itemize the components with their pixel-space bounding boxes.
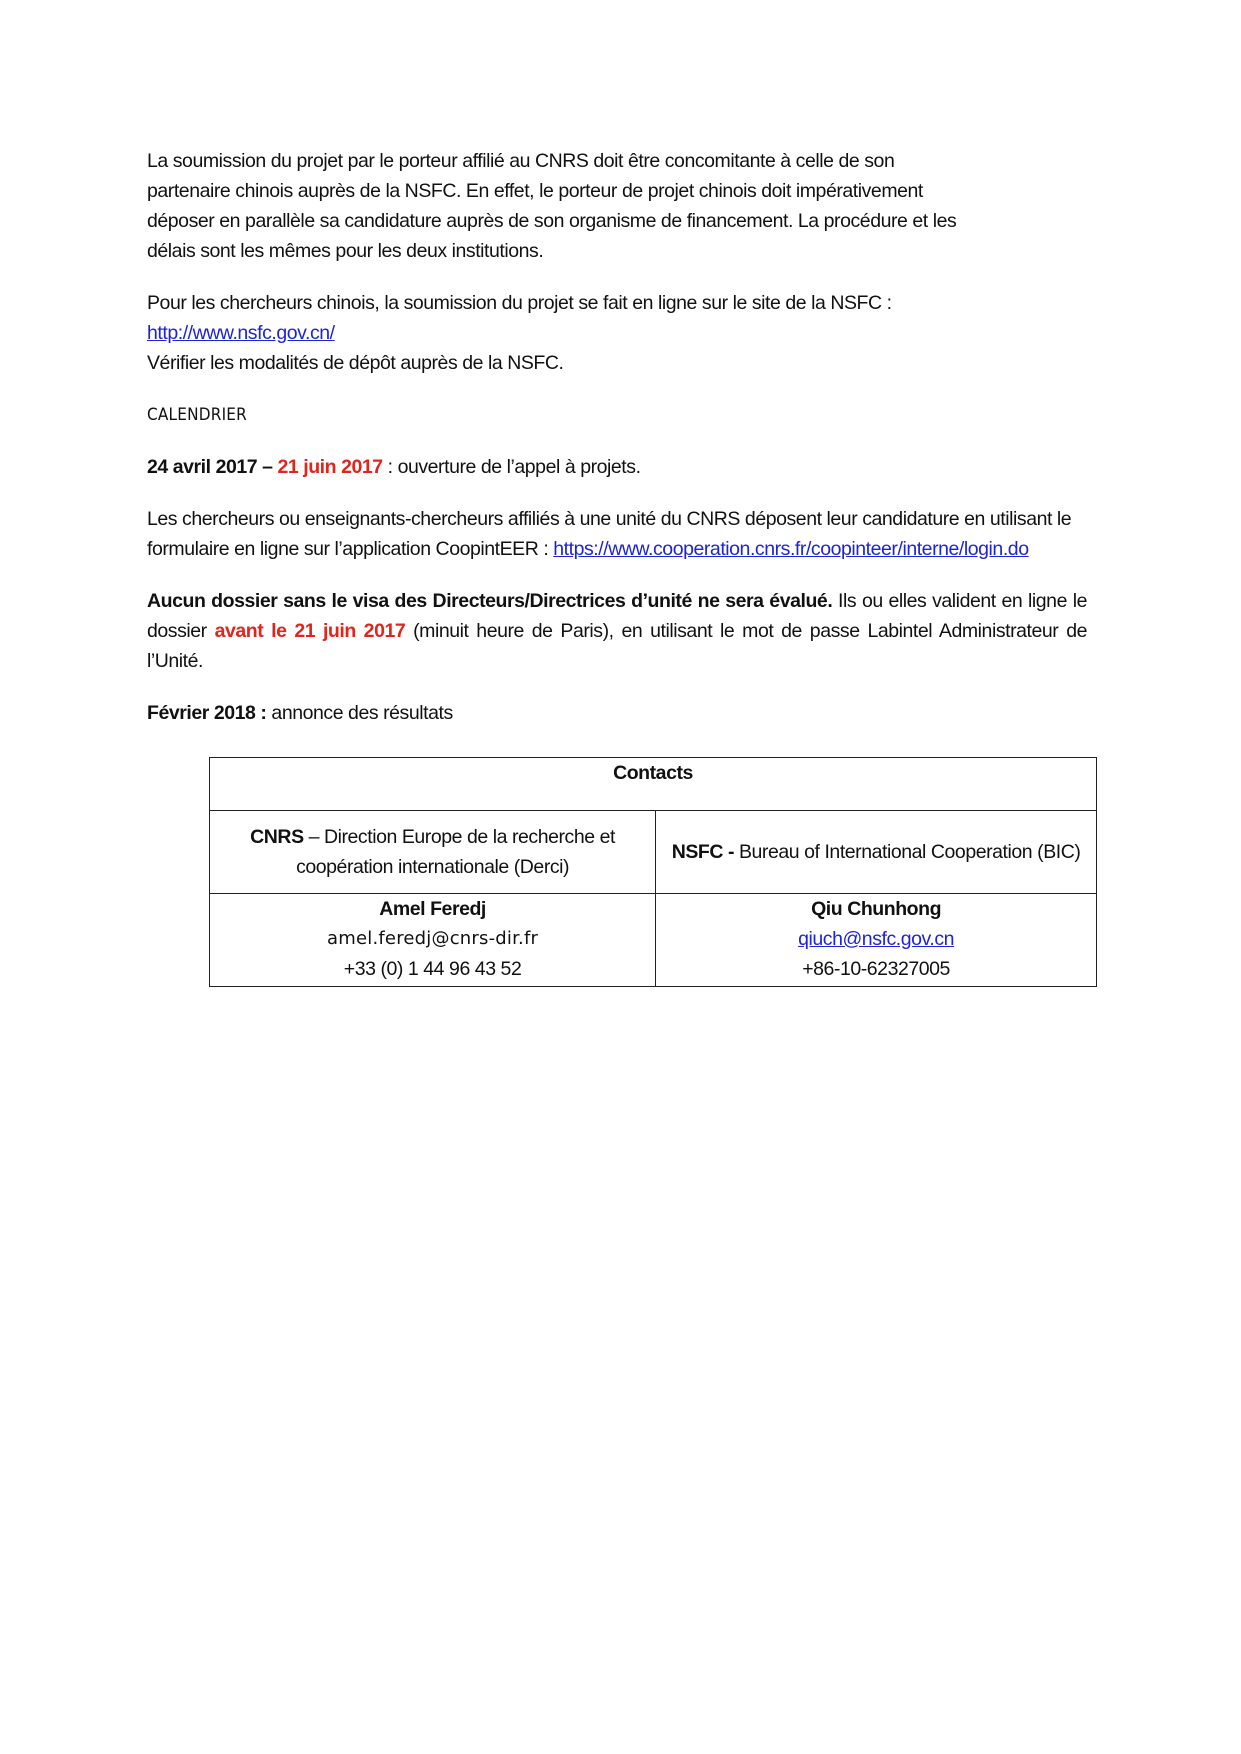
call-start-date: 24 avril 2017 – [147, 456, 278, 478]
nsfc-submission-text: Pour les chercheurs chinois, la soumission du projet se fait en ligne sur le site de la NSFC : [147, 292, 892, 314]
nsfc-verify-text: Vérifier les modalités de dépôt auprès de la NSFC. [147, 352, 564, 374]
nsfc-contact-email-link[interactable]: qiuch@nsfc.gov.cn [798, 928, 955, 950]
nsfc-org-description: Bureau of International Cooperation (BIC) [734, 841, 1081, 863]
director-visa-deadline: avant le 21 juin 2017 [214, 620, 406, 642]
document-body [147, 146, 1087, 750]
results-date: Février 2018 : [147, 702, 267, 724]
director-visa-details: (minuit heure de Paris), en utilisant le mot de passe Labintel Administrateur de l’Unité. [147, 620, 1087, 672]
cnrs-contact-name: Amel Feredj [379, 898, 486, 920]
contacts-table [209, 757, 1097, 987]
cnrs-contact-email: amel.feredj@cnrs-dir.fr [327, 928, 539, 949]
director-visa-paragraph [147, 586, 1087, 676]
nsfc-contact-phone: +86-10-62327005 [802, 958, 950, 980]
nsfc-submission-paragraph [147, 288, 1087, 378]
contacts-header-row [210, 758, 1097, 811]
results-line [147, 698, 1087, 728]
nsfc-website-link[interactable]: http://www.nsfc.gov.cn/ [147, 322, 335, 344]
director-visa-warning: Aucun dossier sans le visa des Directeurs/Directrices d’unité ne sera évalué. [147, 590, 833, 612]
application-text: Les chercheurs ou enseignants-chercheurs affiliés à une unité du CNRS déposent leur candidature en utilisant le formulaire en ligne sur l’application CoopintEER : [147, 508, 1072, 560]
cnrs-org-description: – Direction Europe de la recherche et coopération internationale (Derci) [296, 826, 615, 878]
cnrs-org-cell [210, 811, 656, 894]
director-visa-text: Ils ou elles valident en ligne le dossier [147, 590, 1087, 642]
call-dates-line [147, 452, 1087, 482]
application-paragraph [147, 504, 1087, 564]
results-text: annonce des résultats [266, 702, 453, 724]
calendar-heading: CALENDRIER [147, 405, 247, 425]
nsfc-contact-name: Qiu Chunhong [811, 898, 942, 920]
cnrs-contact-cell [210, 894, 656, 987]
coopinteer-link[interactable]: https://www.cooperation.cnrs.fr/coopinteer/interne/login.do [553, 538, 1029, 560]
call-dates-description: : ouverture de l’appel à projets. [382, 456, 641, 478]
submission-paragraph: La soumission du projet par le porteur affilié au CNRS doit être concomitante à celle de son partenaire chinois auprès de la NSFC. En effet, le porteur de projet chinois doit impérativement déposer en parallèle sa candidature auprès de son organisme de financement. La procédure et les délais sont les mêmes pour les deux institutions. [147, 150, 957, 262]
cnrs-org-name: CNRS [250, 826, 304, 848]
nsfc-contact-cell [656, 894, 1097, 987]
cnrs-contact-phone: +33 (0) 1 44 96 43 52 [343, 958, 522, 980]
contacts-person-row [210, 894, 1097, 987]
nsfc-org-cell [656, 811, 1097, 894]
call-end-date: 21 juin 2017 [277, 456, 383, 478]
contacts-org-row [210, 811, 1097, 894]
contacts-title: Contacts [210, 758, 1097, 811]
nsfc-org-name: NSFC - [671, 841, 735, 863]
